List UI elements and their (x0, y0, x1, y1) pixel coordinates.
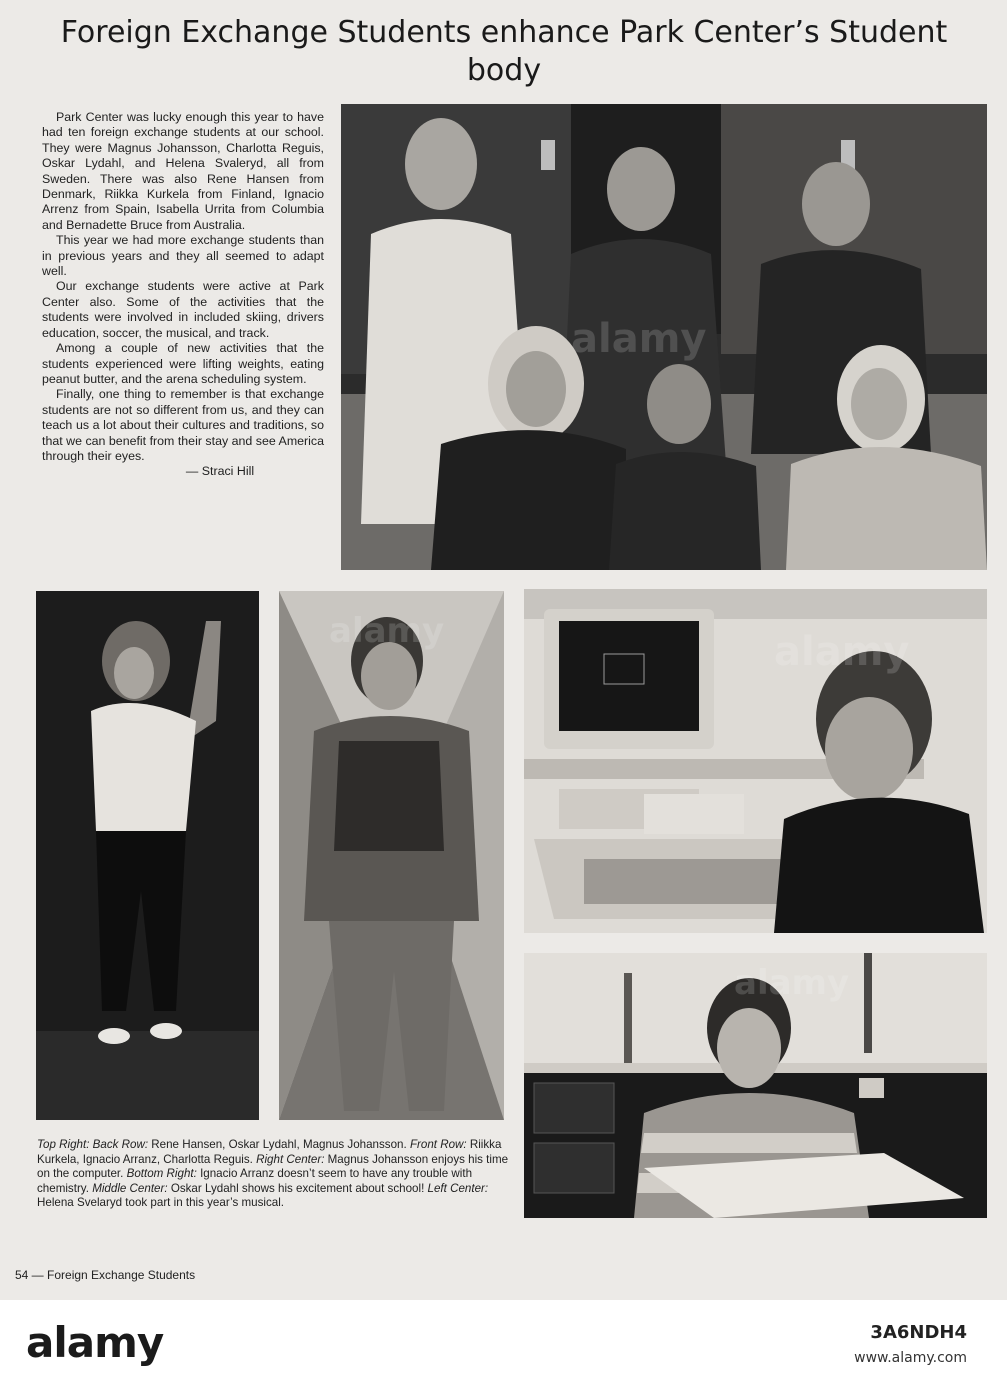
caption-text: Rene Hansen, Oskar Lydahl, Magnus Johansson. (148, 1138, 410, 1151)
article-paragraph: Finally, one thing to remember is that exchange students are not so different from us, and they can teach us a lot about their cultures and traditions, so that we can benefit from their stay and see America through their eyes. (42, 387, 324, 463)
hallway-photo (279, 591, 504, 1120)
caption-text: Riikka Kurkela, Ignacio Arranz, Charlotta Reguis. (37, 1138, 502, 1166)
page-folio: 54 — Foreign Exchange Students (15, 1268, 196, 1282)
group-photo (341, 104, 987, 570)
article-body (42, 110, 324, 480)
article-byline: — Straci Hill (185, 464, 255, 479)
caption-label: Top Right: Back Row: (37, 1138, 149, 1151)
article-paragraph: Park Center was lucky enough this year to have had ten foreign exchange students at our school. They were Magnus Johansson, Charlotta Reguis, Oskar Lydahl, and Helena Svaleryd, all from Sweden. There was also Rene Hansen from Denmark, Riikka Kurkela from Finland, Ignacio Arrenz from Spain, Isabella Urrita from Columbia and Bernadette Bruce from Australia. (42, 110, 324, 232)
page-headline: Foreign Exchange Students enhance Park Center’s Student body (60, 15, 948, 88)
caption-text: Helena Svelaryd took part in this year’s musical. (37, 1196, 285, 1210)
computer-photo (524, 589, 987, 933)
caption-label: Front Row: (409, 1138, 467, 1151)
article-paragraph: This year we had more exchange students than in previous years and they all seemed to adapt well. (42, 233, 324, 279)
musical-photo (36, 591, 259, 1120)
alamy-logo: alamy (26, 1318, 164, 1367)
caption-text: Magnus Johansson enjoys his time on the computer. (37, 1152, 509, 1181)
stock-url: www.alamy.com (854, 1350, 967, 1366)
caption-label: Right Center: (256, 1152, 325, 1166)
caption-text: Ignacio Arranz doesn’t seem to have any trouble with chemistry. (37, 1167, 473, 1195)
article-paragraph: Our exchange students were active at Park Center also. Some of the activities that the students were involved in included skiing, drivers education, soccer, the musical, and track. (42, 279, 324, 340)
stock-image-id: 3A6NDH4 (870, 1322, 967, 1343)
caption-label: Middle Center: (92, 1181, 168, 1195)
caption-label: Bottom Right: (126, 1167, 197, 1181)
chemistry-photo (524, 953, 987, 1218)
photo-caption (37, 1138, 511, 1211)
article-paragraph: Among a couple of new activities that the students experienced were lifting weights, eating peanut butter, and the arena scheduling system. (42, 341, 324, 386)
caption-label: Left Center: (427, 1181, 489, 1195)
caption-text: Oskar Lydahl shows his excitement about school! (167, 1181, 428, 1195)
